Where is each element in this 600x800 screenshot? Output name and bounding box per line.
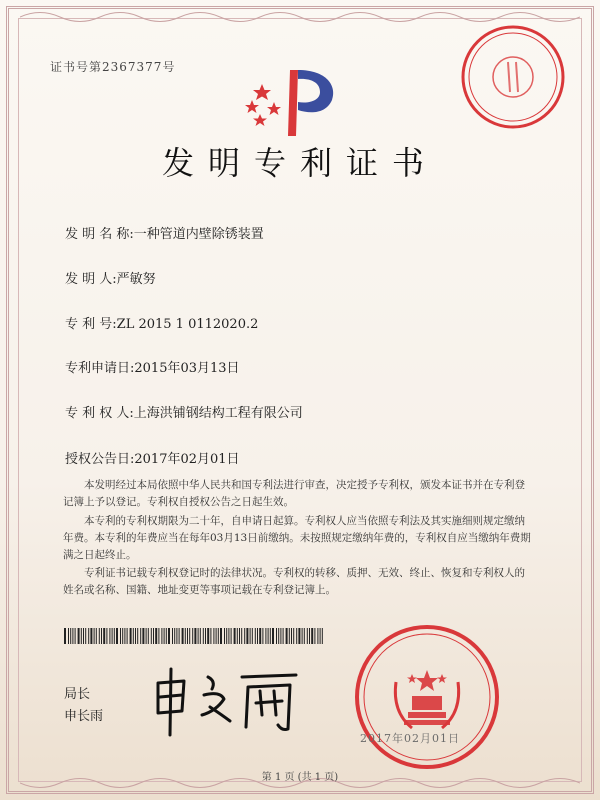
- field-value: 上海洪铺钢结构工程有限公司: [133, 406, 303, 421]
- barcode-bar: [203, 628, 204, 644]
- barcode-bar: [168, 628, 170, 644]
- field-value: 2017年02月01日: [134, 452, 240, 467]
- barcode-bar: [158, 628, 159, 644]
- barcode-bar: [216, 628, 217, 644]
- barcode-bar: [81, 628, 82, 644]
- stamp-date: 2017年02月01日: [360, 732, 460, 745]
- barcode-bar: [289, 628, 290, 644]
- barcode-bar: [276, 628, 277, 644]
- patent-office-logo-icon: [232, 52, 352, 142]
- barcode-bar: [176, 628, 177, 644]
- barcode-bar: [75, 628, 76, 644]
- barcode-bar: [85, 628, 86, 644]
- field-invention-name: [65, 223, 264, 242]
- barcode-bar: [265, 628, 266, 644]
- barcode-bar: [187, 628, 188, 644]
- barcode-bar: [192, 628, 193, 644]
- barcode-bar: [268, 628, 269, 644]
- barcode-bar: [283, 628, 284, 644]
- barcode-bar: [218, 628, 219, 644]
- barcode-bar: [174, 628, 175, 644]
- barcode-bar: [78, 628, 80, 644]
- barcode-bar: [135, 628, 136, 644]
- barcode-bar: [194, 628, 196, 644]
- barcode-bar: [314, 628, 315, 644]
- barcode-bar: [231, 628, 232, 644]
- barcode-bar: [130, 628, 132, 644]
- barcode-bar: [286, 628, 288, 644]
- barcode-bar: [142, 628, 144, 644]
- barcode-bar: [189, 628, 190, 644]
- paragraph-legal-status: 专利证书记载专利权登记时的法律状况。专利权的转移、质押、无效、终止、恢复和专利权人的姓名或名称、国籍、地址变更等事项记载在专利登记簿上。: [63, 567, 525, 596]
- barcode-bar: [114, 628, 115, 644]
- barcode-bar: [109, 628, 110, 644]
- barcode-bar: [262, 628, 263, 644]
- barcode-bar: [179, 628, 180, 644]
- barcode-bar: [133, 628, 134, 644]
- certificate-number: 证书号第2367377号: [50, 60, 176, 74]
- barcode-bar: [122, 628, 123, 644]
- field-application-date: [65, 357, 240, 376]
- barcode-bar: [228, 628, 229, 644]
- barcode-bar: [244, 628, 245, 644]
- barcode-bar: [272, 628, 274, 644]
- barcode-bar: [322, 628, 323, 644]
- barcode-bar: [88, 628, 89, 644]
- barcode-bar: [90, 628, 92, 644]
- barcode-bar: [220, 628, 222, 644]
- corner-seal-icon: [458, 22, 568, 132]
- barcode-bar: [120, 628, 121, 644]
- barcode-bar: [309, 628, 310, 644]
- barcode-bar: [161, 628, 162, 644]
- barcode-bar: [112, 628, 113, 644]
- barcode-bar: [164, 628, 165, 644]
- barcode-bar: [224, 628, 225, 644]
- barcode-bar: [280, 628, 281, 644]
- barcode-bar: [68, 628, 69, 644]
- barcode-bar: [140, 628, 141, 644]
- field-value: 2015年03月13日: [134, 361, 240, 376]
- barcode-bar: [291, 628, 292, 644]
- field-label: 授权公告日:: [65, 452, 135, 467]
- barcode-bar: [64, 628, 66, 644]
- signature-icon: [140, 655, 310, 740]
- barcode-bar: [259, 628, 261, 644]
- field-patentee: [65, 402, 303, 421]
- field-grant-date: [65, 448, 240, 467]
- barcode-bar: [151, 628, 152, 644]
- barcode-bar: [166, 628, 167, 644]
- paragraph-grant: 本发明经过本局依照中华人民共和国专利法进行审查，决定授予专利权，颁发本证书并在专利登记簿上予以登记。专利权自授权公告之日起生效。: [63, 479, 525, 508]
- barcode-bar: [252, 628, 253, 644]
- barcode-bar: [94, 628, 95, 644]
- field-label: 专 利 权 人:: [65, 406, 134, 421]
- barcode-bar: [213, 628, 214, 644]
- barcode-bar: [182, 628, 184, 644]
- barcode-bar: [205, 628, 206, 644]
- page-number: 第 1 页 (共 1 页): [261, 772, 339, 783]
- barcode-bar: [200, 628, 201, 644]
- barcode-bar: [137, 628, 138, 644]
- official-name: 申长雨: [64, 709, 104, 724]
- field-value: ZL 2015 1 0112020.2: [116, 317, 259, 332]
- official-seal-icon: [352, 622, 502, 772]
- barcode-bar: [70, 628, 71, 644]
- barcode-bar: [226, 628, 227, 644]
- barcode-bar: [278, 628, 279, 644]
- barcode-bar: [155, 628, 157, 644]
- certificate-title: 发明专利证书: [161, 144, 438, 182]
- barcode-bar: [320, 628, 321, 644]
- field-label: 发 明 人:: [65, 272, 117, 287]
- official-title: 局长: [64, 687, 91, 702]
- barcode-bar: [302, 628, 303, 644]
- barcode-bar: [96, 628, 97, 644]
- field-value: 严敏努: [116, 272, 156, 287]
- barcode-bar: [270, 628, 271, 644]
- barcode-bar: [101, 628, 102, 644]
- barcode-bar: [99, 628, 100, 644]
- field-inventor: [65, 268, 156, 287]
- barcode-bar: [185, 628, 186, 644]
- barcode-bar: [127, 628, 128, 644]
- barcode-bar: [234, 628, 236, 644]
- barcode-bar: [72, 628, 73, 644]
- barcode-bar: [148, 628, 149, 644]
- barcode-bar: [210, 628, 211, 644]
- barcode-bar: [237, 628, 238, 644]
- field-patent-number: [65, 313, 258, 332]
- barcode-bar: [293, 628, 294, 644]
- barcode-bar: [250, 628, 251, 644]
- barcode-bar: [311, 628, 313, 644]
- barcode-bar: [207, 628, 209, 644]
- barcode-bar: [146, 628, 147, 644]
- barcode-bar: [304, 628, 305, 644]
- barcode-bar: [241, 628, 242, 644]
- barcode-bar: [296, 628, 297, 644]
- field-label: 专 利 号:: [65, 317, 117, 332]
- field-label: 发 明 名 称:: [65, 227, 134, 242]
- barcode-bar: [103, 628, 105, 644]
- barcode-bar: [257, 628, 258, 644]
- barcode-bar: [106, 628, 107, 644]
- barcode-bar: [239, 628, 240, 644]
- barcode-bar: [116, 628, 118, 644]
- barcode-icon: [64, 628, 324, 644]
- barcode-bar: [298, 628, 300, 644]
- paragraph-term: 本专利的专利权期限为二十年，自申请日起算。专利权人应当依照专利法及其实施细则规定缴纳年费。本专利的年费应当在每年03月13日前缴纳。未按照规定缴纳年费的，专利权自应当缴纳年费期满之日起终止。: [63, 515, 531, 561]
- barcode-bar: [172, 628, 173, 644]
- field-value: 一种管道内壁除锈装置: [133, 227, 264, 242]
- barcode-bar: [317, 628, 318, 644]
- barcode-bar: [246, 628, 248, 644]
- barcode-bar: [153, 628, 154, 644]
- barcode-bar: [307, 628, 308, 644]
- barcode-bar: [255, 628, 256, 644]
- field-label: 专利申请日:: [65, 361, 135, 376]
- barcode-bar: [198, 628, 199, 644]
- barcode-bar: [83, 628, 84, 644]
- barcode-bar: [124, 628, 125, 644]
